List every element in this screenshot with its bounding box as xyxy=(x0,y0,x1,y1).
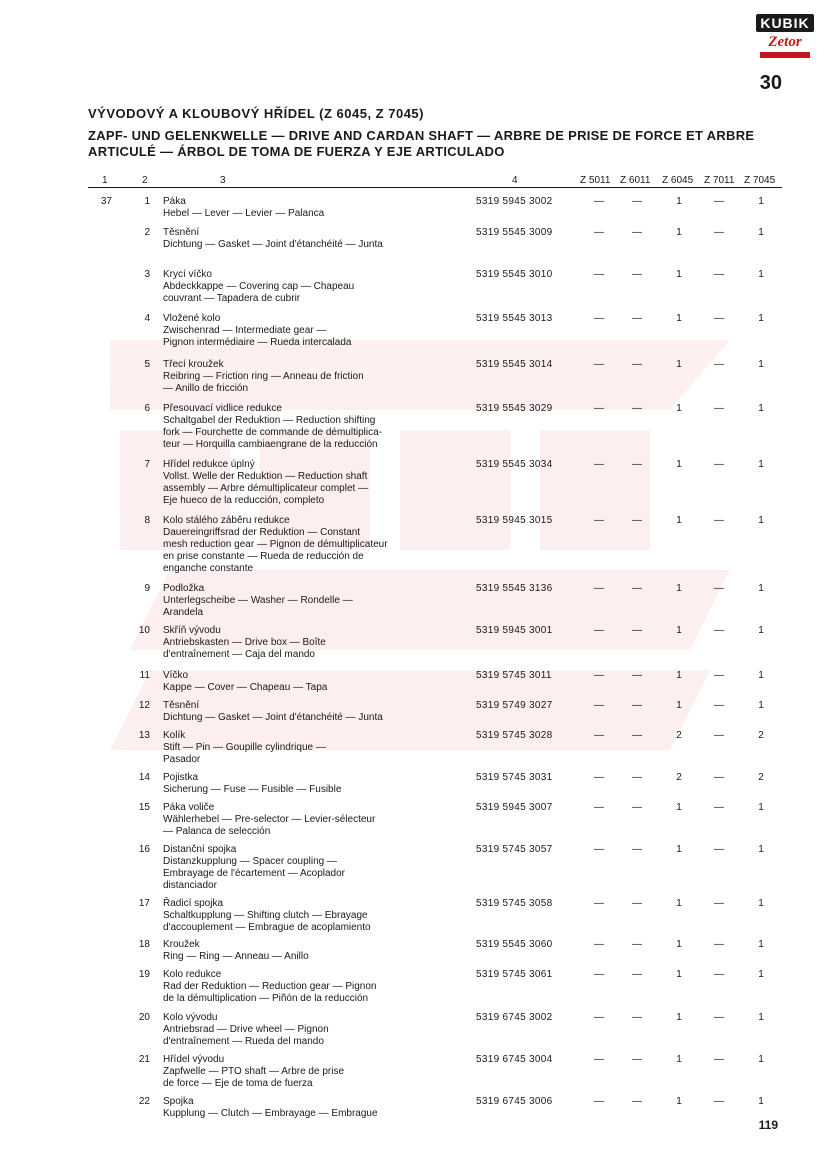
quantity-cell: — xyxy=(632,583,642,594)
part-number: 5319 6745 3004 xyxy=(476,1054,553,1065)
description-czech: Kolo redukce xyxy=(163,969,222,980)
description-line: Antriebsrad — Drive wheel — Pignon xyxy=(163,1024,329,1035)
quantity-cell: — xyxy=(594,969,604,980)
part-description xyxy=(163,196,463,220)
description-line: Embrayage de l'écartement — Acoplador xyxy=(163,868,346,879)
part-description xyxy=(163,844,463,892)
position-number: 5 xyxy=(144,359,150,370)
quantity-cell: 1 xyxy=(676,670,682,681)
title-multilingual: ZAPF- UND GELENKWELLE — DRIVE AND CARDAN SHAFT — ARBRE DE PRISE DE FORCE ET ARBRE ARTICULÉ — ÁRBOL DE TOMA DE FUERZA Y EJE ARTICULADO xyxy=(88,128,755,159)
quantity-cell: — xyxy=(594,515,604,526)
quantity-cell: — xyxy=(714,1012,724,1023)
position-number: 9 xyxy=(144,583,150,594)
logo-zetor-text: Zetor xyxy=(768,34,802,50)
description-czech: Krycí víčko xyxy=(163,269,212,280)
quantity-cell: — xyxy=(632,969,642,980)
quantity-cell: — xyxy=(632,802,642,813)
table-row xyxy=(0,625,826,661)
part-description xyxy=(163,700,463,724)
part-description xyxy=(163,227,463,251)
description-czech: Těsnění xyxy=(163,700,200,711)
col-header-2: 2 xyxy=(142,175,148,186)
description-line: Dichtung — Gasket — Joint d'étanchéité — Junta xyxy=(163,239,383,250)
description-line: Pignon intermédiaire — Rueda intercalada xyxy=(163,337,352,348)
part-number: 5319 5945 3015 xyxy=(476,515,553,526)
quantity-cell: 1 xyxy=(758,583,764,594)
description-line: Pasador xyxy=(163,754,201,765)
description-line: Eje hueco de la reducción, completo xyxy=(163,495,325,506)
quantity-cell: 1 xyxy=(676,313,682,324)
description-czech: Pojistka xyxy=(163,772,199,783)
quantity-cell: — xyxy=(632,1054,642,1065)
table-row xyxy=(0,670,826,694)
quantity-cell: 1 xyxy=(676,515,682,526)
part-description xyxy=(163,939,463,963)
description-line: Zwischenrad — Intermediate gear — xyxy=(163,325,327,336)
quantity-cell: — xyxy=(594,1054,604,1065)
quantity-cell: — xyxy=(632,313,642,324)
part-number: 5319 5545 3060 xyxy=(476,939,553,950)
quantity-cell: — xyxy=(714,898,724,909)
part-description xyxy=(163,583,463,619)
quantity-cell: 1 xyxy=(758,844,764,855)
position-number: 10 xyxy=(138,625,150,636)
quantity-cell: — xyxy=(714,196,724,207)
quantity-cell: — xyxy=(632,700,642,711)
page-number: 119 xyxy=(758,1118,778,1132)
quantity-cell: 1 xyxy=(758,359,764,370)
quantity-cell: — xyxy=(594,670,604,681)
quantity-cell: — xyxy=(594,939,604,950)
quantity-cell: — xyxy=(632,844,642,855)
description-czech: Kolo stálého záběru redukce xyxy=(163,515,290,526)
description-line: — Palanca de selección xyxy=(163,826,271,837)
description-line: Dichtung — Gasket — Joint d'étanchéité — Junta xyxy=(163,712,383,723)
quantity-cell: 1 xyxy=(758,969,764,980)
quantity-cell: 1 xyxy=(758,1012,764,1023)
quantity-cell: — xyxy=(632,898,642,909)
quantity-cell: — xyxy=(714,939,724,950)
quantity-cell: 1 xyxy=(676,969,682,980)
position-number: 8 xyxy=(144,515,150,526)
part-description xyxy=(163,1012,463,1048)
col-header-z6045: Z 6045 xyxy=(662,175,694,186)
quantity-cell: 1 xyxy=(676,625,682,636)
part-description xyxy=(163,359,463,395)
quantity-cell: — xyxy=(632,772,642,783)
part-number: 5319 5945 3001 xyxy=(476,625,553,636)
description-czech: Spojka xyxy=(163,1096,194,1107)
quantity-cell: — xyxy=(714,313,724,324)
part-number: 5319 5545 3136 xyxy=(476,583,553,594)
description-line: fork — Fourchette de commande de démultiplica- xyxy=(163,427,382,438)
table-row xyxy=(0,359,826,395)
part-number: 5319 5545 3010 xyxy=(476,269,553,280)
quantity-cell: — xyxy=(714,730,724,741)
table-row xyxy=(0,269,826,305)
col-header-4: 4 xyxy=(512,175,518,186)
table-row xyxy=(0,459,826,507)
position-number: 21 xyxy=(138,1054,150,1065)
position-number: 3 xyxy=(144,269,150,280)
quantity-cell: — xyxy=(594,844,604,855)
quantity-cell: — xyxy=(632,359,642,370)
quantity-cell: — xyxy=(594,269,604,280)
quantity-cell: 1 xyxy=(676,403,682,414)
description-line: de la démultiplication — Piñón de la reducción xyxy=(163,993,369,1004)
quantity-cell: 1 xyxy=(676,939,682,950)
description-czech: Vložené kolo xyxy=(163,313,221,324)
col-header-1: 1 xyxy=(102,175,108,186)
part-number: 5319 5945 3007 xyxy=(476,802,553,813)
quantity-cell: — xyxy=(632,227,642,238)
description-czech: Podložka xyxy=(163,583,205,594)
position-number: 1 xyxy=(144,196,150,207)
description-czech: Distanční spojka xyxy=(163,844,237,855)
description-line: d'accouplement — Embrague de acoplamiento xyxy=(163,922,371,933)
quantity-cell: 1 xyxy=(758,700,764,711)
part-number: 5319 6745 3006 xyxy=(476,1096,553,1107)
quantity-cell: — xyxy=(632,625,642,636)
description-line: Stift — Pin — Goupille cylindrique — xyxy=(163,742,326,753)
position-number: 22 xyxy=(138,1096,150,1107)
quantity-cell: 1 xyxy=(676,583,682,594)
position-number: 16 xyxy=(138,844,150,855)
description-line: distanciador xyxy=(163,880,217,891)
description-czech: Kolo vývodu xyxy=(163,1012,218,1023)
quantity-cell: — xyxy=(714,459,724,470)
col-header-z7011: Z 7011 xyxy=(704,175,735,186)
part-description xyxy=(163,515,463,575)
description-line: Abdeckkappe — Covering cap — Chapeau xyxy=(163,281,355,292)
quantity-cell: 1 xyxy=(676,700,682,711)
part-description xyxy=(163,313,463,349)
quantity-cell: 2 xyxy=(676,730,682,741)
part-description xyxy=(163,403,463,451)
description-line: d'entraînement — Caja del mando xyxy=(163,649,315,660)
header-divider xyxy=(88,187,782,188)
quantity-cell: — xyxy=(594,898,604,909)
position-number: 12 xyxy=(138,700,150,711)
description-line: Schaltgabel der Reduktion — Reduction shifting xyxy=(163,415,376,426)
quantity-cell: 1 xyxy=(758,269,764,280)
group-number: 37 xyxy=(100,196,112,207)
description-line: — Anillo de fricción xyxy=(163,383,249,394)
quantity-cell: — xyxy=(714,969,724,980)
quantity-cell: — xyxy=(632,515,642,526)
quantity-cell: — xyxy=(632,1096,642,1107)
part-number: 5319 5545 3034 xyxy=(476,459,553,470)
description-czech: Hřídel vývodu xyxy=(163,1054,225,1065)
quantity-cell: 2 xyxy=(758,772,764,783)
position-number: 2 xyxy=(144,227,150,238)
quantity-cell: 1 xyxy=(758,1054,764,1065)
description-line: Dauereingriffsrad der Reduktion — Constant xyxy=(163,527,361,538)
quantity-cell: 1 xyxy=(758,625,764,636)
description-line: mesh reduction gear — Pignon de démultiplicateur xyxy=(163,539,388,550)
quantity-cell: — xyxy=(632,730,642,741)
table-row xyxy=(0,1096,826,1120)
part-description xyxy=(163,898,463,934)
part-number: 5319 5545 3013 xyxy=(476,313,553,324)
part-description xyxy=(163,1054,463,1090)
description-line: Rad der Reduktion — Reduction gear — Pignon xyxy=(163,981,377,992)
part-description xyxy=(163,969,463,1005)
quantity-cell: — xyxy=(594,700,604,711)
part-number: 5319 5545 3029 xyxy=(476,403,553,414)
description-czech: Víčko xyxy=(163,670,189,681)
quantity-cell: — xyxy=(714,700,724,711)
quantity-cell: — xyxy=(714,1054,724,1065)
part-description xyxy=(163,772,463,796)
col-header-z6011: Z 6011 xyxy=(620,175,651,186)
description-line: assembly — Arbre démultiplicateur complet — xyxy=(163,483,369,494)
description-czech: Těsnění xyxy=(163,227,200,238)
quantity-cell: — xyxy=(714,583,724,594)
description-line: enganche constante xyxy=(163,563,254,574)
col-header-3: 3 xyxy=(220,175,226,186)
description-czech: Řadicí spojka xyxy=(163,898,224,909)
position-number: 4 xyxy=(144,313,150,324)
position-number: 11 xyxy=(139,670,150,681)
quantity-cell: — xyxy=(632,670,642,681)
quantity-cell: — xyxy=(632,269,642,280)
quantity-cell: 1 xyxy=(676,1054,682,1065)
table-row xyxy=(0,1054,826,1090)
kubik-zetor-logo xyxy=(756,14,814,68)
description-line: Kupplung — Clutch — Embrayage — Embrague xyxy=(163,1108,378,1119)
quantity-cell: — xyxy=(594,359,604,370)
table-row xyxy=(0,515,826,575)
position-number: 17 xyxy=(138,898,150,909)
part-number: 5319 5545 3009 xyxy=(476,227,553,238)
description-czech: Třecí kroužek xyxy=(163,359,224,370)
part-number: 5319 5745 3058 xyxy=(476,898,553,909)
quantity-cell: 1 xyxy=(758,670,764,681)
quantity-cell: — xyxy=(714,802,724,813)
quantity-cell: — xyxy=(714,515,724,526)
quantity-cell: 1 xyxy=(758,802,764,813)
quantity-cell: 1 xyxy=(676,269,682,280)
quantity-cell: — xyxy=(714,359,724,370)
table-row xyxy=(0,730,826,766)
part-number: 5319 5745 3031 xyxy=(476,772,553,783)
quantity-cell: 1 xyxy=(758,403,764,414)
quantity-cell: 1 xyxy=(758,515,764,526)
description-line: Schaltkupplung — Shifting clutch — Ebrayage xyxy=(163,910,368,921)
part-description xyxy=(163,730,463,766)
quantity-cell: — xyxy=(714,670,724,681)
quantity-cell: — xyxy=(594,459,604,470)
logo-kubik-text: KUBIK xyxy=(756,14,814,32)
col-header-z7045: Z 7045 xyxy=(744,175,776,186)
quantity-cell: 1 xyxy=(676,227,682,238)
position-number: 14 xyxy=(138,772,150,783)
quantity-cell: 1 xyxy=(758,196,764,207)
part-number: 5319 6745 3002 xyxy=(476,1012,553,1023)
quantity-cell: 1 xyxy=(676,359,682,370)
table-row xyxy=(0,969,826,1005)
position-number: 15 xyxy=(138,802,150,813)
table-row xyxy=(0,802,826,838)
col-header-z5011: Z 5011 xyxy=(580,175,611,186)
quantity-cell: — xyxy=(714,844,724,855)
quantity-cell: — xyxy=(594,403,604,414)
table-row xyxy=(0,313,826,349)
title-czech: VÝVODOVÝ A KLOUBOVÝ HŘÍDEL (Z 6045, Z 7045) xyxy=(88,106,424,121)
quantity-cell: — xyxy=(594,772,604,783)
table-row xyxy=(0,772,826,796)
description-line: Hebel — Lever — Levier — Palanca xyxy=(163,208,325,219)
quantity-cell: — xyxy=(632,459,642,470)
quantity-cell: 1 xyxy=(676,459,682,470)
position-number: 6 xyxy=(144,403,150,414)
description-line: Distanzkupplung — Spacer coupling — xyxy=(163,856,337,867)
table-row xyxy=(0,700,826,724)
description-line: Zapfwelle — PTO shaft — Arbre de prise xyxy=(163,1066,345,1077)
description-line: Unterlegscheibe — Washer — Rondelle — xyxy=(163,595,353,606)
quantity-cell: — xyxy=(632,1012,642,1023)
table-row xyxy=(0,844,826,892)
description-czech: Hřídel redukce úplný xyxy=(163,459,255,470)
table-row xyxy=(0,1012,826,1048)
quantity-cell: — xyxy=(714,772,724,783)
quantity-cell: 1 xyxy=(758,1096,764,1107)
description-czech: Kroužek xyxy=(163,939,200,950)
description-line: Vollst. Welle der Reduktion — Reduction shaft xyxy=(163,471,368,482)
quantity-cell: — xyxy=(594,227,604,238)
parts-table xyxy=(0,196,826,1120)
part-description xyxy=(163,1096,463,1120)
position-number: 7 xyxy=(144,459,150,470)
description-czech: Skříň vývodu xyxy=(163,625,221,636)
quantity-cell: — xyxy=(594,196,604,207)
position-number: 13 xyxy=(138,730,150,741)
position-number: 19 xyxy=(138,969,150,980)
quantity-cell: 1 xyxy=(676,1096,682,1107)
quantity-cell: 1 xyxy=(758,939,764,950)
quantity-cell: 2 xyxy=(676,772,682,783)
table-row xyxy=(0,403,826,451)
quantity-cell: — xyxy=(714,227,724,238)
quantity-cell: — xyxy=(632,196,642,207)
position-number: 18 xyxy=(138,939,150,950)
part-number: 5319 5945 3002 xyxy=(476,196,553,207)
table-row xyxy=(0,898,826,934)
quantity-cell: — xyxy=(594,313,604,324)
part-number: 5319 5749 3027 xyxy=(476,700,553,711)
quantity-cell: — xyxy=(632,403,642,414)
table-row xyxy=(0,196,826,220)
quantity-cell: 1 xyxy=(676,802,682,813)
description-line: de force — Eje de toma de fuerza xyxy=(163,1078,313,1089)
description-line: Ring — Ring — Anneau — Anillo xyxy=(163,951,309,962)
quantity-cell: — xyxy=(714,269,724,280)
quantity-cell: 1 xyxy=(758,313,764,324)
quantity-cell: — xyxy=(594,802,604,813)
description-line: Arandela xyxy=(163,607,204,618)
quantity-cell: 1 xyxy=(758,459,764,470)
description-line: en prise constante — Rueda de reducción de xyxy=(163,551,364,562)
quantity-cell: — xyxy=(594,583,604,594)
quantity-cell: — xyxy=(594,730,604,741)
quantity-cell: — xyxy=(594,1012,604,1023)
table-row xyxy=(0,583,826,619)
chapter-number: 30 xyxy=(759,72,782,94)
table-row xyxy=(0,939,826,963)
quantity-cell: — xyxy=(714,1096,724,1107)
quantity-cell: — xyxy=(632,939,642,950)
part-number: 5319 5745 3011 xyxy=(476,670,552,681)
part-number: 5319 5545 3014 xyxy=(476,359,553,370)
part-description xyxy=(163,459,463,507)
description-line: teur — Horquilla cambiaengrane de la reducción xyxy=(163,439,378,450)
description-line: couvrant — Tapadera de cubrir xyxy=(163,293,301,304)
description-czech: Přesouvací vidlice redukce xyxy=(163,403,282,414)
quantity-cell: 1 xyxy=(676,844,682,855)
part-number: 5319 5745 3028 xyxy=(476,730,553,741)
quantity-cell: — xyxy=(714,625,724,636)
quantity-cell: 1 xyxy=(676,898,682,909)
description-czech: Kolík xyxy=(163,730,186,741)
quantity-cell: 2 xyxy=(758,730,764,741)
description-line: d'entraînement — Rueda del mando xyxy=(163,1036,324,1047)
description-line: Kappe — Cover — Chapeau — Tapa xyxy=(163,682,328,693)
quantity-cell: 1 xyxy=(758,227,764,238)
quantity-cell: 1 xyxy=(676,196,682,207)
logo-bar xyxy=(760,52,810,58)
position-number: 20 xyxy=(138,1012,150,1023)
description-line: Reibring — Friction ring — Anneau de friction xyxy=(163,371,364,382)
description-line: Wählerhebel — Pre-selector — Levier-sélecteur xyxy=(163,814,376,825)
part-number: 5319 5745 3061 xyxy=(476,969,553,980)
description-czech: Páka xyxy=(163,196,186,207)
part-number: 5319 5745 3057 xyxy=(476,844,553,855)
part-description xyxy=(163,625,463,661)
quantity-cell: 1 xyxy=(676,1012,682,1023)
table-row xyxy=(0,227,826,251)
description-line: Antriebskasten — Drive box — Boîte xyxy=(163,637,326,648)
quantity-cell: 1 xyxy=(758,898,764,909)
part-description xyxy=(163,802,463,838)
quantity-cell: — xyxy=(594,1096,604,1107)
part-description xyxy=(163,269,463,305)
quantity-cell: — xyxy=(714,403,724,414)
part-description xyxy=(163,670,463,694)
description-line: Sicherung — Fuse — Fusible — Fusible xyxy=(163,784,342,795)
description-czech: Páka voliče xyxy=(163,802,215,813)
quantity-cell: — xyxy=(594,625,604,636)
